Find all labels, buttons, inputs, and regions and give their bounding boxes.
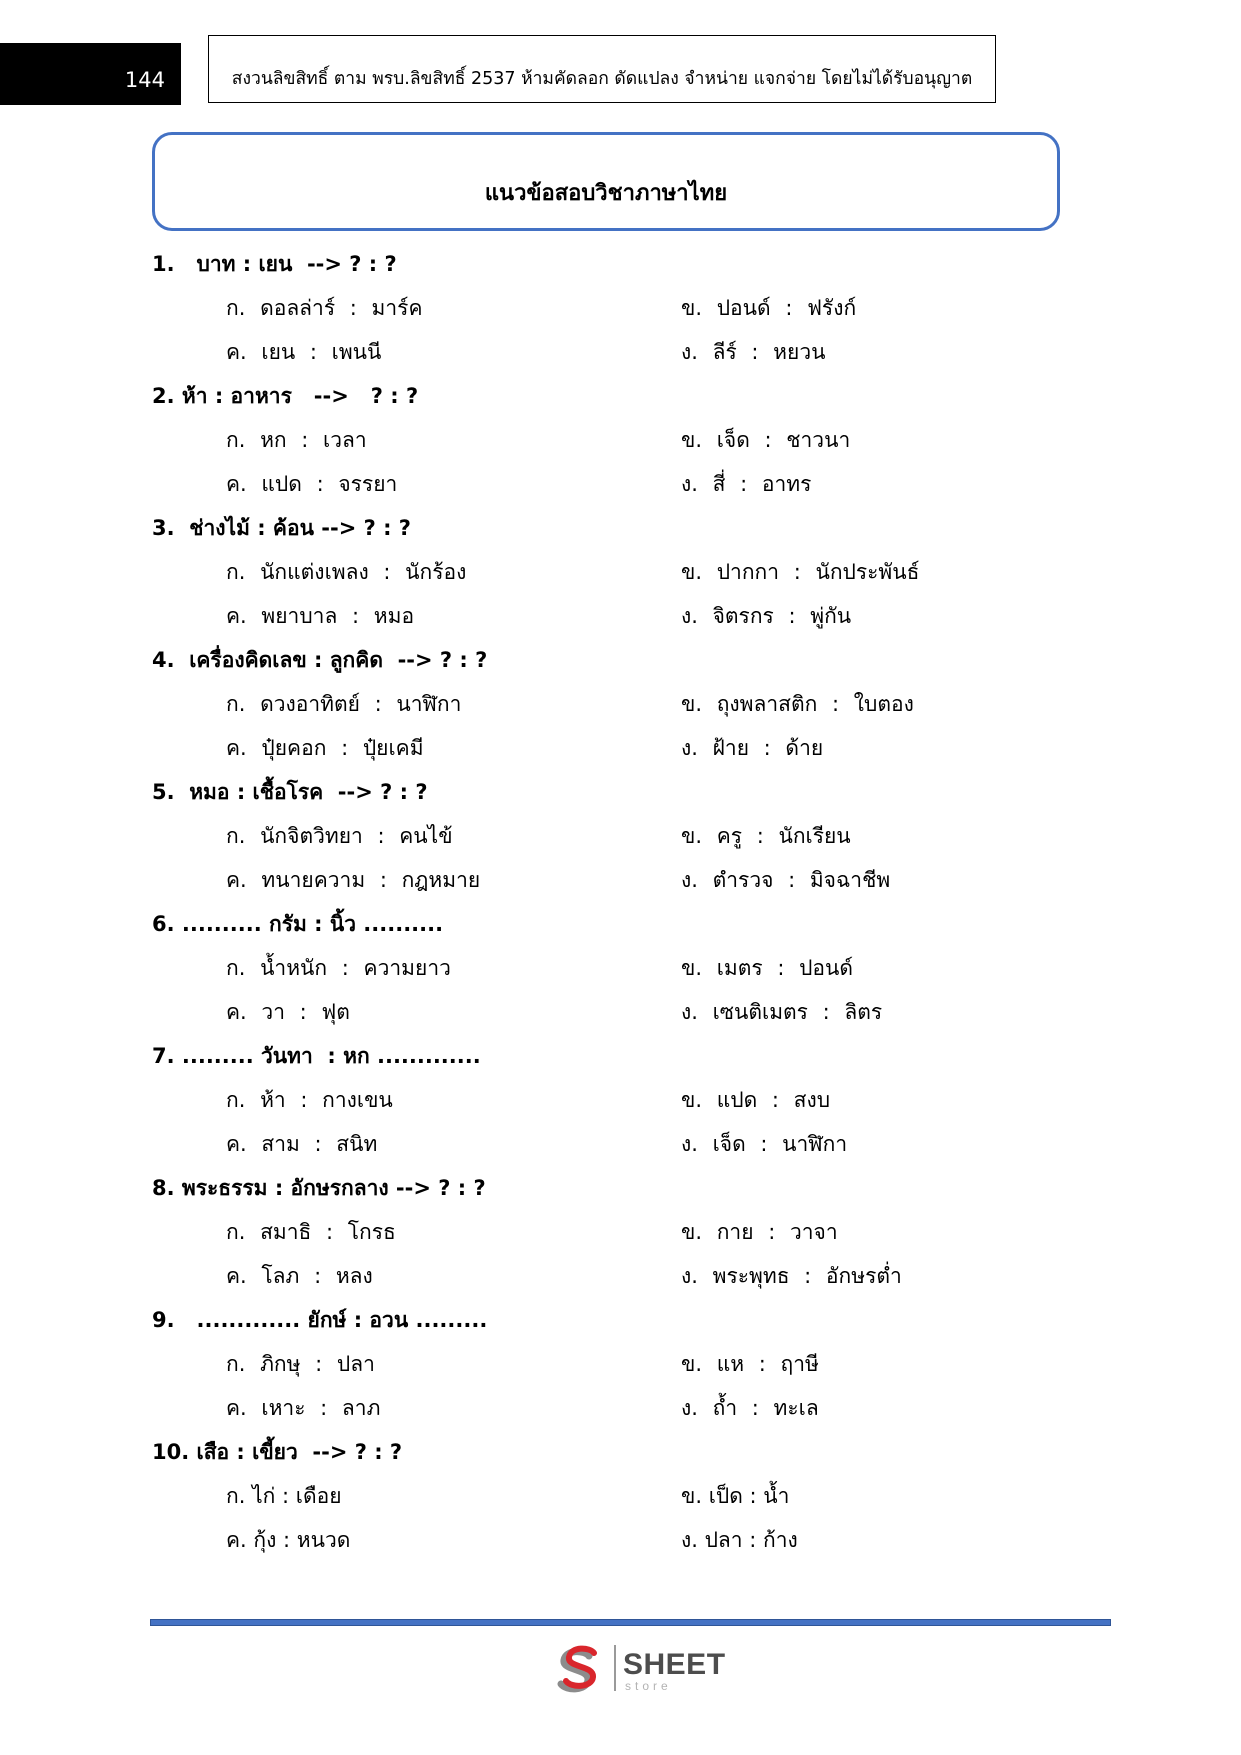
option-row bbox=[152, 726, 1112, 770]
option-row bbox=[152, 550, 1112, 594]
option-b: ข. กาย : วาจา bbox=[681, 1220, 838, 1244]
option-a: ก. ดอลล่าร์ : มาร์ค bbox=[226, 296, 423, 320]
option-c: ค. ปุ๋ยคอก : ปุ๋ยเคมี bbox=[226, 736, 424, 760]
question-10 bbox=[152, 1430, 1112, 1562]
copyright-notice-box bbox=[208, 35, 996, 103]
option-row bbox=[152, 1078, 1112, 1122]
option-b: ข. เป็ด : น้ำ bbox=[681, 1484, 790, 1508]
option-b: ข. แห : ฤาษี bbox=[681, 1352, 819, 1376]
option-a: ก. น้ำหนัก : ความยาว bbox=[226, 956, 451, 980]
option-b: ข. แปด : สงบ bbox=[681, 1088, 831, 1112]
option-d: ง. เซนติเมตร : ลิตร bbox=[681, 1000, 883, 1024]
question-label: 1. บาท : เยน --> ? : ? bbox=[152, 252, 397, 276]
option-c: ค. สาม : สนิท bbox=[226, 1132, 378, 1156]
option-d: ง. เจ็ด : นาฬิกา bbox=[681, 1132, 848, 1156]
option-b: ข. เจ็ด : ชาวนา bbox=[681, 428, 851, 452]
option-a: ก. นักจิตวิทยา : คนไข้ bbox=[226, 824, 453, 848]
option-c: ค. วา : ฟุต bbox=[226, 1000, 350, 1024]
option-row bbox=[152, 814, 1112, 858]
option-b: ข. ถุงพลาสติก : ใบตอง bbox=[681, 692, 914, 716]
option-a: ก. สมาธิ : โกรธ bbox=[226, 1220, 396, 1244]
brand-logo bbox=[554, 1640, 734, 1698]
question-1 bbox=[152, 242, 1112, 374]
question-5 bbox=[152, 770, 1112, 902]
option-a: ก. หก : เวลา bbox=[226, 428, 367, 452]
option-row bbox=[152, 858, 1112, 902]
option-d: ง. ตำรวจ : มิจฉาชีพ bbox=[681, 868, 891, 892]
option-a: ก. ห้า : กางเขน bbox=[226, 1088, 393, 1112]
option-row bbox=[152, 1122, 1112, 1166]
logo-subtext: store bbox=[625, 1679, 672, 1693]
question-label: 10. เสือ : เขี้ยว --> ? : ? bbox=[152, 1440, 403, 1464]
option-row bbox=[152, 946, 1112, 990]
page-number-box bbox=[0, 43, 181, 105]
option-b: ข. ปากกา : นักประพันธ์ bbox=[681, 560, 920, 584]
question-label: 7. ......... วันทา : หก ............. bbox=[152, 1044, 481, 1068]
option-d: ง. ฝ้าย : ด้าย bbox=[681, 736, 824, 760]
option-row bbox=[152, 286, 1112, 330]
footer-divider bbox=[150, 1619, 1111, 1626]
option-c: ค. โลภ : หลง bbox=[226, 1264, 373, 1288]
logo-divider bbox=[614, 1645, 616, 1691]
copyright-notice: สงวนลิขสิทธิ์ ตาม พรบ.ลิขสิทธิ์ 2537 ห้ามคัดลอก ดัดแปลง จำหน่าย แจกจ่าย โดยไม่ได้รับอนุญาต bbox=[231, 69, 973, 89]
option-row bbox=[152, 462, 1112, 506]
option-c: ค. พยาบาล : หมอ bbox=[226, 604, 415, 628]
logo-text: SHEET bbox=[623, 1648, 726, 1681]
title-box bbox=[152, 132, 1060, 231]
option-b: ข. ครู : นักเรียน bbox=[681, 824, 851, 848]
question-label: 9. ............. ยักษ์ : อวน ......... bbox=[152, 1308, 488, 1332]
option-row bbox=[152, 1386, 1112, 1430]
option-d: ง. ปลา : ก้าง bbox=[681, 1528, 798, 1552]
question-label: 3. ช่างไม้ : ค้อน --> ? : ? bbox=[152, 516, 411, 540]
sheet-store-s-logo-icon bbox=[554, 1642, 606, 1696]
option-row bbox=[152, 1342, 1112, 1386]
option-b: ข. เมตร : ปอนด์ bbox=[681, 956, 854, 980]
option-c: ค. เยน : เพนนี bbox=[226, 340, 382, 364]
question-label: 2. ห้า : อาหาร --> ? : ? bbox=[152, 384, 419, 408]
option-d: ง. จิตรกร : พู่กัน bbox=[681, 604, 852, 628]
question-label: 5. หมอ : เชื้อโรค --> ? : ? bbox=[152, 780, 428, 804]
option-row bbox=[152, 1254, 1112, 1298]
page-number: 144 bbox=[124, 68, 165, 92]
option-d: ง. สี่ : อาทร bbox=[681, 472, 812, 496]
option-a: ก. ภิกษุ : ปลา bbox=[226, 1352, 375, 1376]
option-c: ค. ทนายความ : กฎหมาย bbox=[226, 868, 481, 892]
question-3 bbox=[152, 506, 1112, 638]
option-row bbox=[152, 1210, 1112, 1254]
option-a: ก. นักแต่งเพลง : นักร้อง bbox=[226, 560, 467, 584]
option-d: ง. ลีร์ : หยวน bbox=[681, 340, 826, 364]
question-label: 4. เครื่องคิดเลข : ลูกคิด --> ? : ? bbox=[152, 648, 488, 672]
question-4 bbox=[152, 638, 1112, 770]
option-row bbox=[152, 1474, 1112, 1518]
question-2 bbox=[152, 374, 1112, 506]
option-c: ค. กุ้ง : หนวด bbox=[226, 1528, 351, 1552]
option-a: ก. ไก่ : เดือย bbox=[226, 1484, 342, 1508]
option-row bbox=[152, 990, 1112, 1034]
option-a: ก. ดวงอาทิตย์ : นาฬิกา bbox=[226, 692, 462, 716]
option-b: ข. ปอนด์ : ฟรังก์ bbox=[681, 296, 857, 320]
question-7 bbox=[152, 1034, 1112, 1166]
question-8 bbox=[152, 1166, 1112, 1298]
option-c: ค. แปด : จรรยา bbox=[226, 472, 398, 496]
question-6 bbox=[152, 902, 1112, 1034]
option-row bbox=[152, 418, 1112, 462]
option-row bbox=[152, 330, 1112, 374]
question-9 bbox=[152, 1298, 1112, 1430]
option-row bbox=[152, 594, 1112, 638]
option-d: ง. พระพุทธ : อักษรต่ำ bbox=[681, 1264, 902, 1288]
option-d: ง. ถ้ำ : ทะเล bbox=[681, 1396, 819, 1420]
option-row bbox=[152, 1518, 1112, 1562]
question-label: 8. พระธรรม : อักษรกลาง --> ? : ? bbox=[152, 1176, 486, 1200]
option-c: ค. เหาะ : ลาภ bbox=[226, 1396, 381, 1420]
page-title: แนวข้อสอบวิชาภาษาไทย bbox=[484, 180, 728, 206]
question-label: 6. .......... กรัม : นิ้ว .......... bbox=[152, 912, 444, 936]
option-row bbox=[152, 682, 1112, 726]
question-list bbox=[152, 242, 1112, 1562]
